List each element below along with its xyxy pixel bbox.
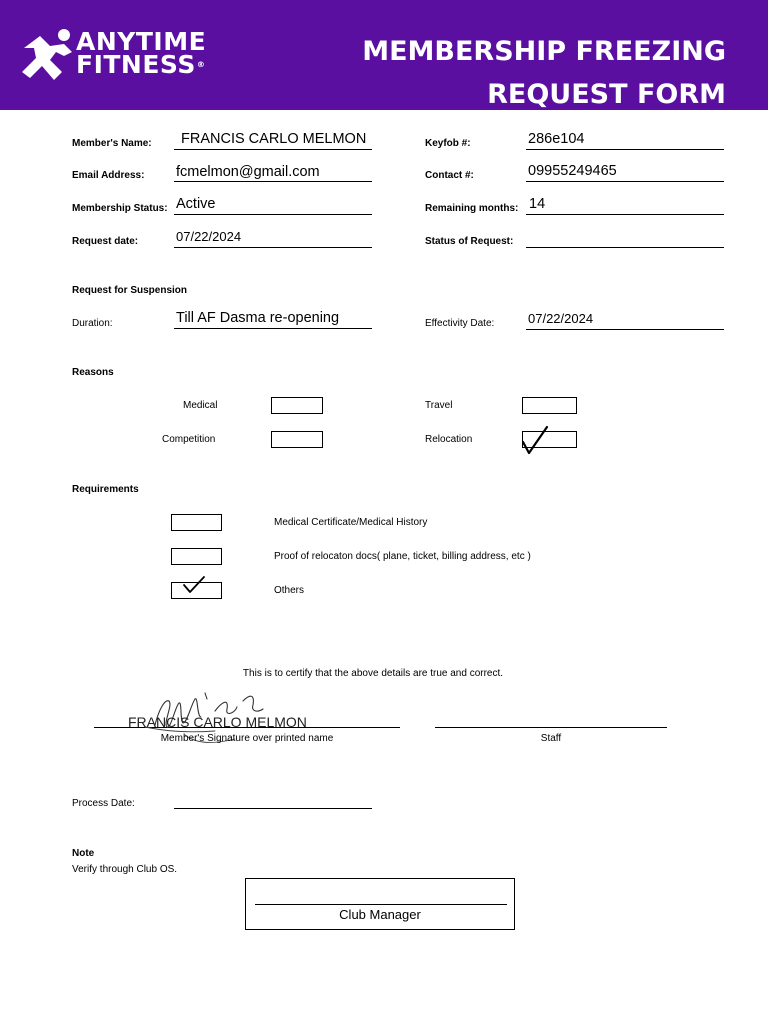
keyfob-field[interactable]: 286e104 — [528, 131, 585, 147]
remaining-months-field[interactable]: 14 — [529, 196, 546, 212]
member-name-line — [174, 149, 372, 150]
registered-mark: ® — [196, 60, 206, 69]
reason-medical-checkbox[interactable] — [271, 397, 323, 414]
reason-competition-checkbox[interactable] — [271, 431, 323, 448]
header-banner — [0, 0, 768, 110]
process-date-line — [174, 808, 372, 809]
duration-line — [174, 328, 372, 329]
keyfob-label: Keyfob #: — [425, 138, 471, 149]
effectivity-date-line — [526, 329, 724, 330]
effectivity-date-field[interactable]: 07/22/2024 — [528, 311, 594, 326]
member-name-label: Member's Name: — [72, 138, 152, 149]
effectivity-date-label: Effectivity Date: — [425, 318, 495, 329]
reason-travel-checkbox[interactable] — [522, 397, 577, 414]
staff-label: Staff — [540, 733, 562, 744]
relocation-checkmark-icon — [520, 424, 550, 456]
request-date-label: Request date: — [72, 236, 139, 247]
requirement-others-label: Others — [274, 585, 305, 596]
suspension-heading: Request for Suspension — [72, 285, 188, 296]
brand-line2: FITNESS — [76, 50, 196, 79]
request-date-field[interactable]: 07/22/2024 — [176, 229, 242, 244]
member-signature-label: Member's Signature over printed name — [160, 733, 334, 744]
staff-signature-line[interactable] — [435, 727, 667, 728]
membership-status-label: Membership Status: — [72, 203, 168, 214]
reason-medical-label: Medical — [183, 400, 218, 411]
brand-wordmark — [76, 27, 207, 79]
running-man-logo-icon — [20, 26, 80, 86]
club-manager-signature-line[interactable] — [255, 904, 507, 905]
email-line — [174, 181, 372, 182]
reason-travel-label: Travel — [425, 400, 453, 411]
club-manager-label: Club Manager — [339, 907, 421, 922]
membership-status-field[interactable]: Active — [176, 196, 216, 212]
email-field[interactable]: fcmelmon@gmail.com — [176, 164, 320, 180]
request-date-line — [174, 247, 372, 248]
member-printed-name: FRANCIS CARLO MELMON — [128, 714, 307, 730]
certify-statement: This is to certify that the above details are true and correct. — [242, 668, 504, 679]
note-text: Verify through Club OS. — [72, 864, 178, 875]
request-status-label: Status of Request: — [425, 236, 514, 247]
requirement-medical-cert-label: Medical Certificate/Medical History — [274, 517, 428, 528]
title-line2: REQUEST FORM — [487, 79, 726, 110]
duration-field[interactable]: Till AF Dasma re-opening — [176, 310, 340, 326]
requirements-heading: Requirements — [72, 484, 139, 495]
page-title — [362, 30, 726, 116]
email-label: Email Address: — [72, 170, 145, 181]
title-line1: MEMBERSHIP FREEZING — [362, 36, 726, 67]
process-date-label: Process Date: — [72, 798, 135, 809]
duration-label: Duration: — [72, 318, 113, 329]
requirement-relocation-docs-checkbox[interactable] — [171, 548, 222, 565]
contact-line — [526, 181, 724, 182]
member-name-field[interactable]: FRANCIS CARLO MELMON — [181, 131, 367, 147]
others-checkmark-icon — [182, 575, 206, 595]
note-heading: Note — [72, 848, 95, 859]
remaining-months-label: Remaining months: — [425, 203, 519, 214]
reasons-heading: Reasons — [72, 367, 114, 378]
request-status-line — [526, 247, 724, 248]
brand-line1: ANYTIME — [76, 27, 207, 56]
requirement-medical-cert-checkbox[interactable] — [171, 514, 222, 531]
membership-status-line — [174, 214, 372, 215]
contact-label: Contact #: — [425, 170, 474, 181]
contact-field[interactable]: 09955249465 — [528, 163, 617, 179]
remaining-months-line — [526, 214, 724, 215]
requirement-relocation-docs-label: Proof of relocaton docs( plane, ticket, billing address, etc ) — [274, 551, 531, 562]
reason-competition-label: Competition — [162, 434, 216, 445]
reason-relocation-label: Relocation — [425, 434, 473, 445]
keyfob-line — [526, 149, 724, 150]
club-manager-box — [245, 878, 515, 930]
